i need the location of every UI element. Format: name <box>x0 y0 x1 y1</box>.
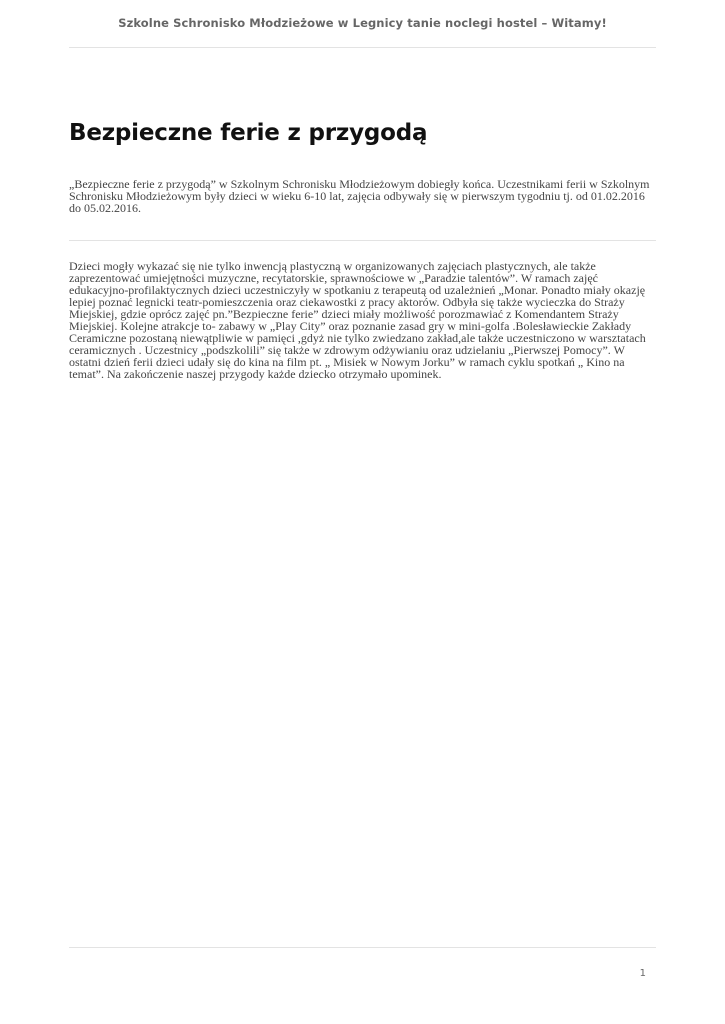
footer-divider <box>69 947 656 948</box>
intro-paragraph: „Bezpieczne ferie z przygodą” w Szkolnym Schronisku Młodzieżowym dobiegły końca. Uczestnikami ferii w Szkolnym Schronisku Młodzieżowym były dzieci w wieku 6-10 lat, zajęcia odbywały się w pierwszym tygodniu tj. od 01.02.2016 do 05.02.2016. <box>69 177 650 215</box>
page-title: Bezpieczne ferie z przygodą <box>69 120 428 146</box>
section-divider <box>69 240 656 241</box>
site-header-title: Szkolne Schronisko Młodzieżowe w Legnicy tanie noclegi hostel – Witamy! <box>118 16 607 30</box>
header-divider <box>69 47 656 48</box>
page-number: 1 <box>639 968 646 979</box>
body-paragraph: Dzieci mogły wykazać się nie tylko inwencją plastyczną w organizowanych zajęciach plastycznych, ale także zaprezentować umiejętności muzyczne, recytatorskie, sprawnościowe w „Paradzie talentów”. W ramach zajęć edukacyjno-profilaktycznych dzieci uczestniczyły w spotkaniu z terapeutą od uzależnień „Monar. Ponadto miały okazję lepiej poznać legnicki teatr-pomieszczenia oraz ciekawostki z pracy aktorów. Odbyła się także wycieczka do Straży Miejskiej, gdzie oprócz zajęć pn.”Bezpieczne ferie” dzieci miały możliwość porozmawiać z Komendantem Straży Miejskiej. Kolejne atrakcje to- zabawy w „Play City” oraz poznanie zasad gry w mini-golfa .Bolesławieckie Zakłady Ceramiczne pozostaną niewątpliwie w pamięci ,gdyż nie tylko zwiedzano zakład,ale także uczestniczono w warsztatach ceramicznych . Uczestnicy „podszkolili” się także w zdrowym odżywianiu oraz udzielaniu „Pierwszej Pomocy”. W ostatni dzień ferii dzieci udały się do kina na film pt. „ Misiek w Nowym Jorku” w ramach cyklu spotkań „ Kino na temat”. Na zakończenie naszej przygody każde dziecko otrzymało upominek. <box>69 259 646 381</box>
